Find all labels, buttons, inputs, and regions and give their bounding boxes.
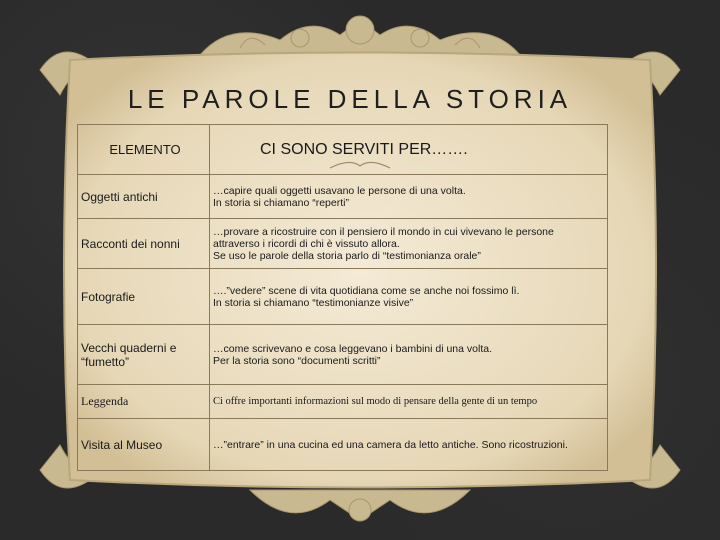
row-element: Racconti dei nonni [78, 219, 210, 269]
top-ornament [200, 16, 520, 55]
content-table [77, 124, 608, 471]
table-row [78, 419, 608, 471]
row-element: Vecchi quaderni e “fumetto” [78, 325, 210, 385]
description-line: …capire quali oggetti usavano le persone di una volta. [213, 184, 466, 197]
row-description [210, 219, 608, 269]
description-line: Per la storia sono “documenti scritti” [213, 354, 381, 367]
description-line: In storia si chiamano “reperti” [213, 196, 349, 209]
bottom-ornament [250, 490, 470, 521]
page-title: LE PAROLE DELLA STORIA [127, 84, 573, 114]
header-element: ELEMENTO [78, 125, 210, 175]
description-line: …”entrare” in una cucina ed una camera da letto antiche. Sono ricostruzioni. [213, 438, 568, 451]
table-row [78, 385, 608, 419]
table-row [78, 219, 608, 269]
row-description [210, 175, 608, 219]
table-row [78, 269, 608, 325]
description-line: …come scrivevano e cosa leggevano i bambini di una volta. [213, 342, 492, 355]
row-description [210, 269, 608, 325]
table-header-row [78, 125, 608, 175]
row-description [210, 325, 608, 385]
description-line: In storia si chiamano “testimonianze visive” [213, 296, 414, 309]
description-line: …provare a ricostruire con il pensiero il mondo in cui vivevano le persone [213, 225, 554, 238]
description-line: attraverso i ricordi di chi è vissuto allora. [213, 237, 400, 250]
row-description [210, 419, 608, 471]
table-row [78, 325, 608, 385]
description-line: Ci offre importanti informazioni sul modo di pensare della gente di un tempo [213, 395, 538, 407]
row-element: Oggetti antichi [78, 175, 210, 219]
table-row [78, 175, 608, 219]
row-element: Visita al Museo [78, 419, 210, 471]
row-element: Fotografie [78, 269, 210, 325]
description-line: ….”vedere” scene di vita quotidiana come se anche noi fossimo lì. [213, 284, 520, 297]
description-line: Se uso le parole della storia parlo di “testimonianza orale” [213, 249, 481, 262]
row-description [210, 385, 608, 419]
row-element: Leggenda [78, 385, 210, 419]
header-purpose: CI SONO SERVITI PER……. [210, 125, 608, 175]
